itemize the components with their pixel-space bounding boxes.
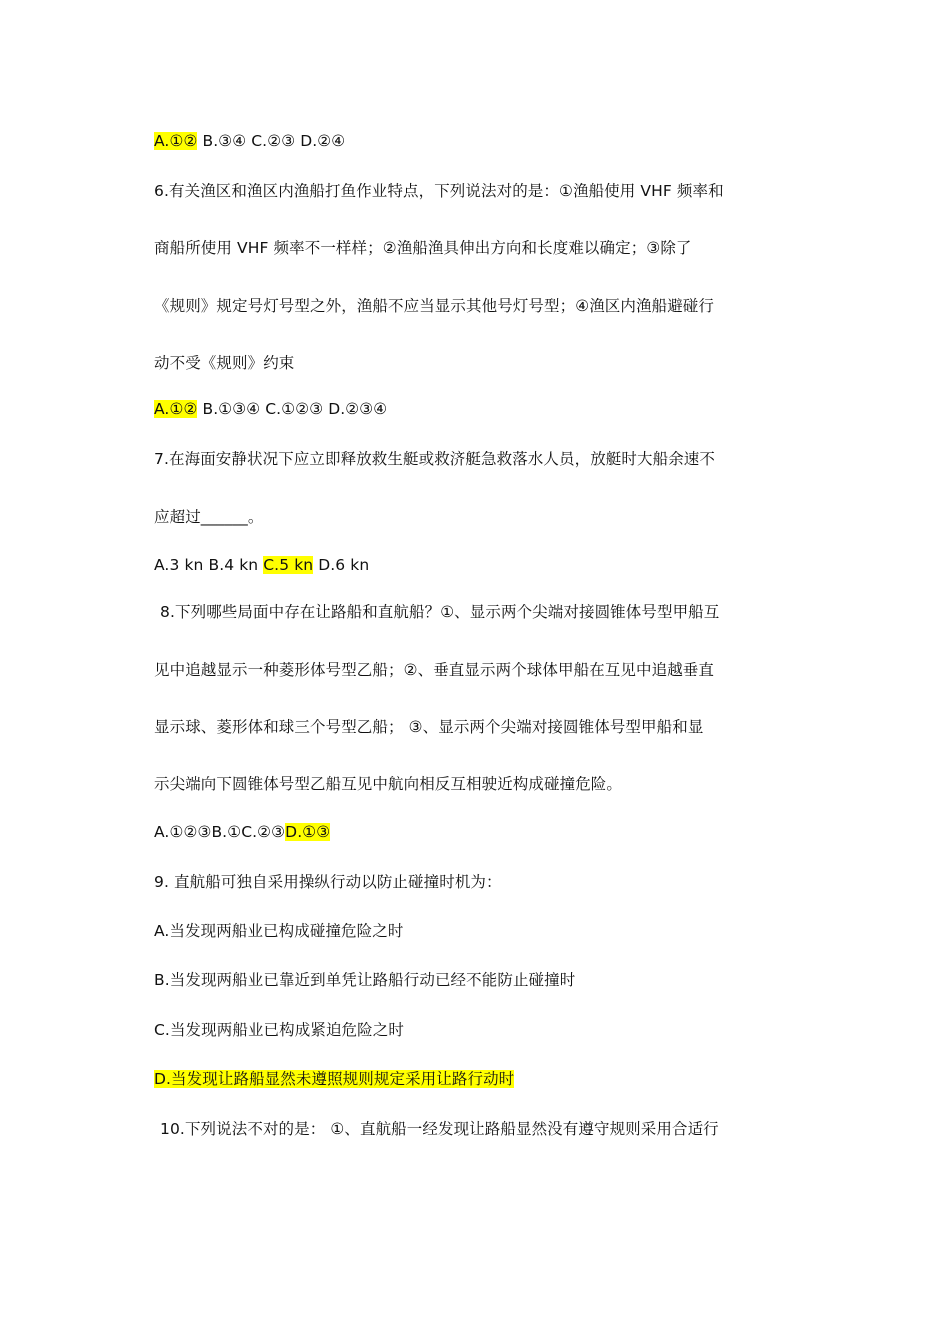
q9-option-c: C.当发现两船业已构成紧迫危险之时 bbox=[154, 1021, 404, 1039]
q8-options bbox=[154, 822, 330, 842]
q8-line-2: 见中追越显示一种菱形体号型乙船；②、垂直显示两个球体甲船在互见中追越垂直 bbox=[154, 661, 714, 679]
q7-options bbox=[154, 555, 369, 575]
q8-line-1: 8.下列哪些局面中存在让路船和直航船？①、显示两个尖端对接圆锥体号型甲船互 bbox=[160, 603, 720, 621]
q6-line-2: 商船所使用 VHF 频率不一样样；②渔船渔具伸出方向和长度难以确定；③除了 bbox=[154, 239, 692, 257]
q8-line-3: 显示球、菱形体和球三个号型乙船； ③、显示两个尖端对接圆锥体号型甲船和显 bbox=[154, 718, 704, 736]
q9-option-a: A.当发现两船业已构成碰撞危险之时 bbox=[154, 922, 404, 940]
q6-line-4: 动不受《规则》约束 bbox=[154, 354, 295, 372]
q7-answer-c: C.5 kn bbox=[263, 556, 314, 574]
q7-options-before: A.3 kn B.4 kn bbox=[154, 556, 264, 574]
q9-option-d bbox=[154, 1069, 514, 1089]
q8-line-4: 示尖端向下圆锥体号型乙船互见中航向相反互相驶近构成碰撞危险。 bbox=[154, 775, 623, 793]
q5-answer-a: A.①② bbox=[154, 132, 198, 150]
q10-line-1: 10.下列说法不对的是： ①、直航船一经发现让路船显然没有遵守规则采用合适行 bbox=[160, 1120, 719, 1138]
q7-line-2: 应超过______。 bbox=[154, 508, 264, 526]
q9-answer-d: D.当发现让路船显然未遵照规则规定采用让路行动时 bbox=[154, 1070, 515, 1088]
q7-options-after: D.6 kn bbox=[313, 556, 370, 574]
q8-options-before: A.①②③B.①C.②③ bbox=[154, 823, 286, 841]
q5-options bbox=[154, 131, 345, 151]
q9-question: 9. 直航船可独自采用操纵行动以防止碰撞时机为： bbox=[154, 873, 502, 891]
q6-options bbox=[154, 399, 387, 419]
q8-answer-d: D.①③ bbox=[285, 823, 331, 841]
q6-line-3: 《规则》规定号灯号型之外，渔船不应当显示其他号灯号型；④渔区内渔船避碰行 bbox=[154, 297, 714, 315]
q6-other-options: B.①③④ C.①②③ D.②③④ bbox=[197, 400, 388, 418]
q9-option-b: B.当发现两船业已靠近到单凭让路船行动已经不能防止碰撞时 bbox=[154, 971, 576, 989]
q6-answer-a: A.①② bbox=[154, 400, 198, 418]
q6-line-1: 6.有关渔区和渔区内渔船打鱼作业特点，下列说法对的是：①渔船使用 VHF 频率和 bbox=[154, 182, 724, 200]
q7-line-1: 7.在海面安静状况下应立即释放救生艇或救济艇急救落水人员，放艇时大船余速不 bbox=[154, 450, 715, 468]
q5-other-options: B.③④ C.②③ D.②④ bbox=[197, 132, 346, 150]
